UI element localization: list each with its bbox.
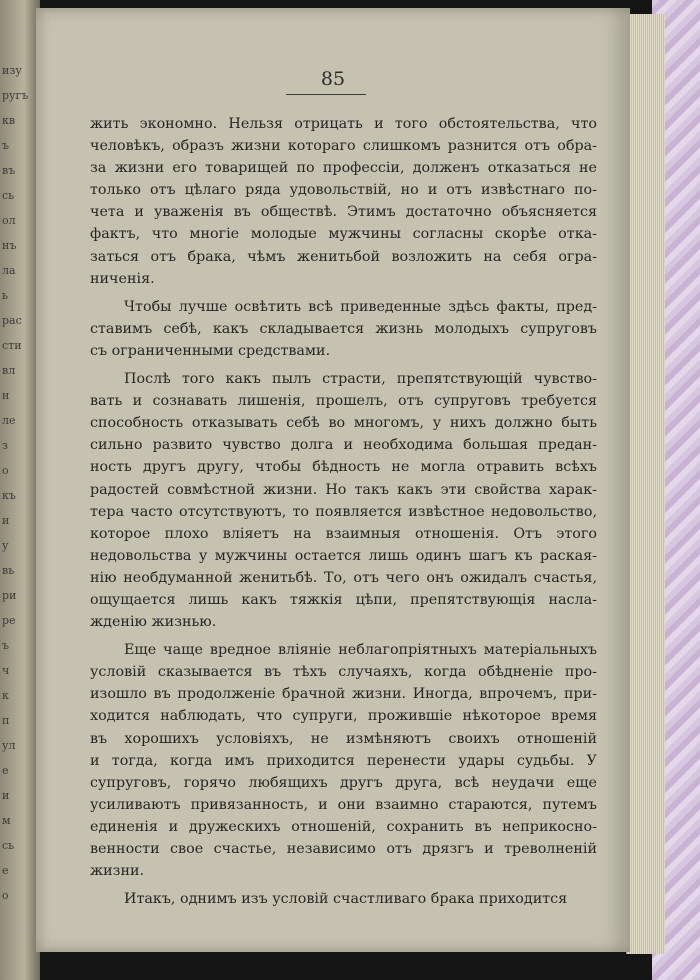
text-line: Еще чаще вредное вліяніе неблагопріятныхъ матеріальныхъ (124, 642, 597, 659)
text-line: только отъ цѣлаго ряда удовольствій, но и отъ извѣстнаго по- (90, 182, 597, 199)
facing-page-fragment: ул (2, 739, 16, 752)
text-line: вать и сознавать лишенія, прошелъ, отъ супруговъ требуется (90, 393, 597, 410)
text-line: сильно развито чувство долга и необходима большая предан- (90, 437, 597, 454)
text-line: съ ограниченными средствами. (90, 342, 331, 359)
text-line: ходится наблюдать, что супруги, прожившіе нѣкоторое время (90, 708, 597, 725)
text-line: жить экономно. Нельзя отрицать и того обстоятельства, что (90, 116, 597, 132)
text-line: супруговъ, горячо любящихъ другъ друга, всѣ неудачи еще (90, 774, 597, 791)
text-line: способность отказывать себѣ во многомъ, у нихъ должно быть (90, 415, 597, 432)
text-line: единенія и дружескихъ отношеній, сохранить въ неприкосно- (90, 818, 597, 835)
facing-page-fragment: сти (2, 339, 22, 352)
text-line: заться отъ брака, чѣмъ женитьбой возложить на себя огра- (90, 248, 597, 265)
page-stack-edge (626, 14, 665, 954)
facing-page-fragment: вь (2, 564, 15, 577)
facing-page-fragment: к (2, 689, 9, 702)
facing-page-fragment: ре (2, 614, 16, 627)
facing-page-fragment: рас (2, 314, 22, 327)
book-page (36, 8, 630, 952)
text-line: ность другъ другу, чтобы бѣдность не могла отравить всѣхъ (90, 459, 597, 476)
text-line: ставимъ себѣ, какъ складывается жизнь молодыхъ супруговъ (90, 320, 597, 337)
text-line: жизни. (90, 863, 145, 880)
facing-page-fragment: е (2, 864, 9, 877)
facing-page-fragment: ь (2, 289, 8, 302)
text-line: чета и уваженія въ обществѣ. Этимъ достаточно объясняется (90, 204, 597, 221)
facing-page-fragment: ч (2, 664, 10, 677)
text-line: ниченія. (90, 270, 155, 287)
facing-page-fragment: у (2, 539, 9, 552)
facing-page-edge (0, 0, 40, 980)
text-line: недовольства у мужчины остается лишь одинъ шагъ къ раская- (90, 547, 597, 564)
paragraph (90, 368, 597, 633)
facing-page-fragment: вл (2, 364, 16, 377)
text-line: Послѣ того какъ пылъ страсти, препятствующій чувство- (124, 371, 597, 388)
facing-page-fragment: нъ (2, 239, 17, 252)
facing-page-fragment: къ (2, 489, 16, 502)
text-line: изошло въ продолженіе брачной жизни. Иногда, впрочемъ, при- (90, 686, 597, 703)
facing-page-fragment: м (2, 814, 11, 827)
text-line: венности свое счастье, независимо отъ дрязгъ и треволненій (90, 841, 597, 857)
text-line: условій сказывается въ тѣхъ случаяхъ, когда обѣдненіе про- (90, 664, 597, 681)
text-line: тера часто отсутствуютъ, то появляется извѣстное недовольство, (90, 503, 597, 520)
page-number-rule (286, 94, 366, 95)
facing-page-fragment: н (2, 389, 10, 402)
text-line: въ хорошихъ условіяхъ, не измѣняютъ своихъ отношеній (90, 730, 597, 747)
facing-page-fragment: о (2, 889, 9, 902)
facing-page-fragment: кв (2, 114, 16, 127)
text-line: которое плохо вліяетъ на взаимныя отношенія. Отъ этого (90, 525, 597, 542)
text-line: и тогда, когда имъ приходится перенести удары судьбы. У (90, 752, 597, 769)
facing-page-fragment: ри (2, 589, 17, 602)
facing-page-fragment: и (2, 514, 10, 527)
text-line: радостей совмѣстной жизни. Но такъ какъ эти свойства харак- (90, 481, 597, 498)
text-line: нію необдуманной женитьбѣ. То, отъ чего онъ ожидалъ счастья, (90, 569, 597, 586)
facing-page-fragment: ла (2, 264, 16, 277)
paragraph (90, 296, 597, 362)
page-text (90, 113, 597, 910)
paragraph (90, 639, 597, 882)
facing-page-fragment: изу (2, 64, 22, 77)
facing-page-fragment: о (2, 464, 9, 477)
facing-page-fragment: ле (2, 414, 16, 427)
facing-page-fragment: п (2, 714, 10, 727)
facing-page-fragment: з (2, 439, 8, 452)
text-line: Итакъ, однимъ изъ условій счастливаго брака приходится (124, 891, 568, 908)
text-line: за жизни его товарищей по профессіи, долженъ отказаться не (90, 160, 597, 177)
text-line: Чтобы лучше освѣтить всѣ приведенные здѣсь факты, пред- (124, 298, 597, 315)
facing-page-fragment: е (2, 764, 9, 777)
facing-page-fragment: сь (2, 189, 15, 202)
facing-page-fragment: ъ (2, 139, 9, 152)
paragraph (90, 888, 597, 910)
facing-page-fragment: сь (2, 839, 15, 852)
text-line: усиливаютъ привязанность, и они взаимно стараются, путемъ (90, 796, 597, 813)
text-line: фактъ, что многіе молодые мужчины согласны скорѣе отка- (90, 226, 597, 243)
paragraph (90, 113, 597, 290)
facing-page-fragment: ругъ (2, 89, 29, 102)
text-line: человѣкъ, образъ жизни котораго слишкомъ разнится отъ обра- (90, 138, 597, 155)
text-line: жденію жизнью. (90, 614, 217, 631)
facing-page-fragment: въ (2, 164, 16, 177)
facing-page-fragment: ол (2, 214, 16, 227)
page-number: 85 (320, 68, 346, 90)
facing-page-fragment: и (2, 789, 10, 802)
text-line: ощущается лишь какъ тяжкія цѣпи, препятствующія насла- (90, 591, 597, 608)
facing-page-fragment: ъ (2, 639, 9, 652)
